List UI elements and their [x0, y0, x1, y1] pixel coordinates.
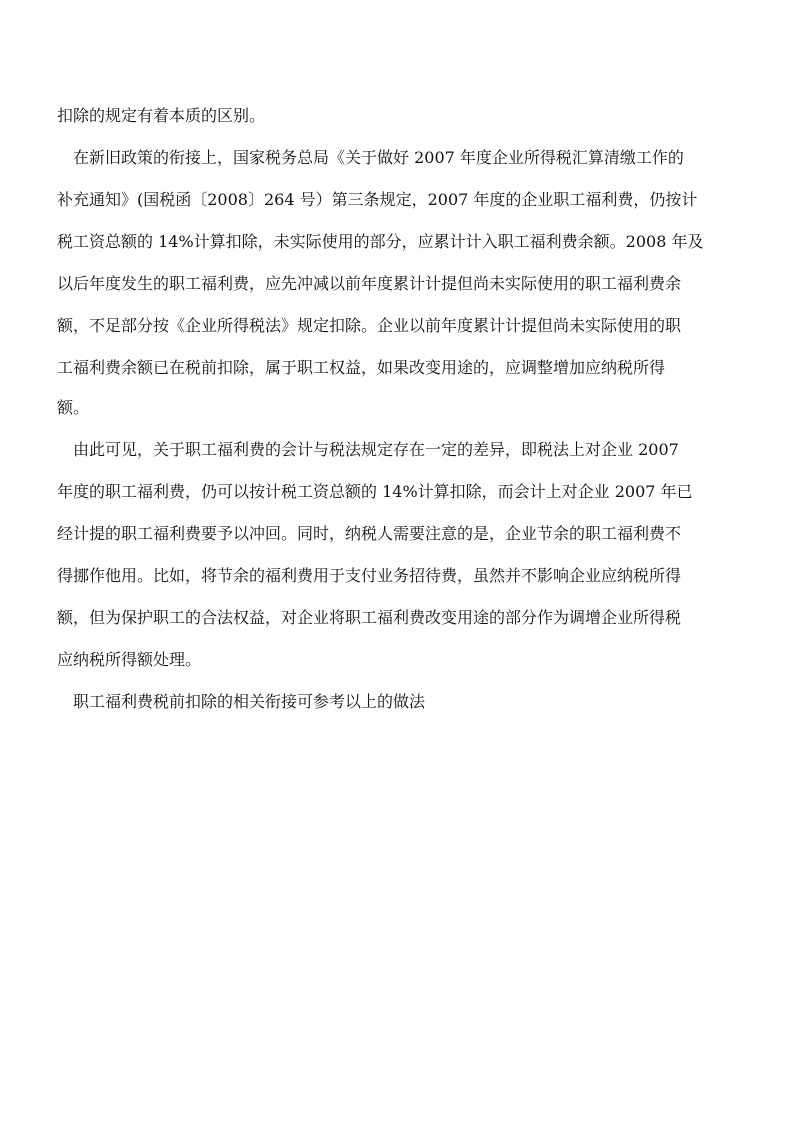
paragraph-1-line-1: 扣除的规定有着本质的区别。 [57, 106, 266, 125]
paragraph-2-line-4: 以后年度发生的职工福利费，应先冲减以前年度累计计提但尚未实际使用的职工福利费余 [57, 274, 682, 293]
paragraph-3-line-4: 得挪作他用。比如，将节余的福利费用于支付业务招待费，虽然并不影响企业应纳税所得 [57, 566, 682, 585]
paragraph-3-line-3: 经计提的职工福利费要予以冲回。同时，纳税人需要注意的是，企业节余的职工福利费不 [57, 524, 682, 543]
paragraph-4-line-1: 职工福利费税前扣除的相关衔接可参考以上的做法 [73, 692, 426, 711]
paragraph-2-line-1: 在新旧政策的衔接上，国家税务总局《关于做好 2007 年度企业所得税汇算清缴工作的 [73, 148, 684, 167]
paragraph-3-line-2: 年度的职工福利费，仍可以按计税工资总额的 14%计算扣除，而会计上对企业 2007 年已 [57, 482, 693, 501]
paragraph-2-line-2: 补充通知》(国税函〔2008〕264 号）第三条规定，2007 年度的企业职工福利费，仍按计 [57, 190, 698, 209]
paragraph-2-line-3: 税工资总额的 14%计算扣除，未实际使用的部分，应累计计入职工福利费余额。2008 年及 [57, 232, 704, 251]
paragraph-2-line-7: 额。 [57, 398, 90, 417]
paragraph-2-line-5: 额，不足部分按《企业所得税法》规定扣除。企业以前年度累计计提但尚未实际使用的职 [57, 316, 682, 335]
paragraph-3-line-5: 额，但为保护职工的合法权益，对企业将职工福利费改变用途的部分作为调增企业所得税 [57, 608, 682, 627]
paragraph-3-line-1: 由此可见，关于职工福利费的会计与税法规定存在一定的差异，即税法上对企业 2007 [73, 440, 679, 459]
paragraph-2-line-6: 工福利费余额已在税前扣除，属于职工权益，如果改变用途的，应调整增加应纳税所得 [57, 358, 666, 377]
paragraph-3-line-6: 应纳税所得额处理。 [57, 650, 202, 669]
